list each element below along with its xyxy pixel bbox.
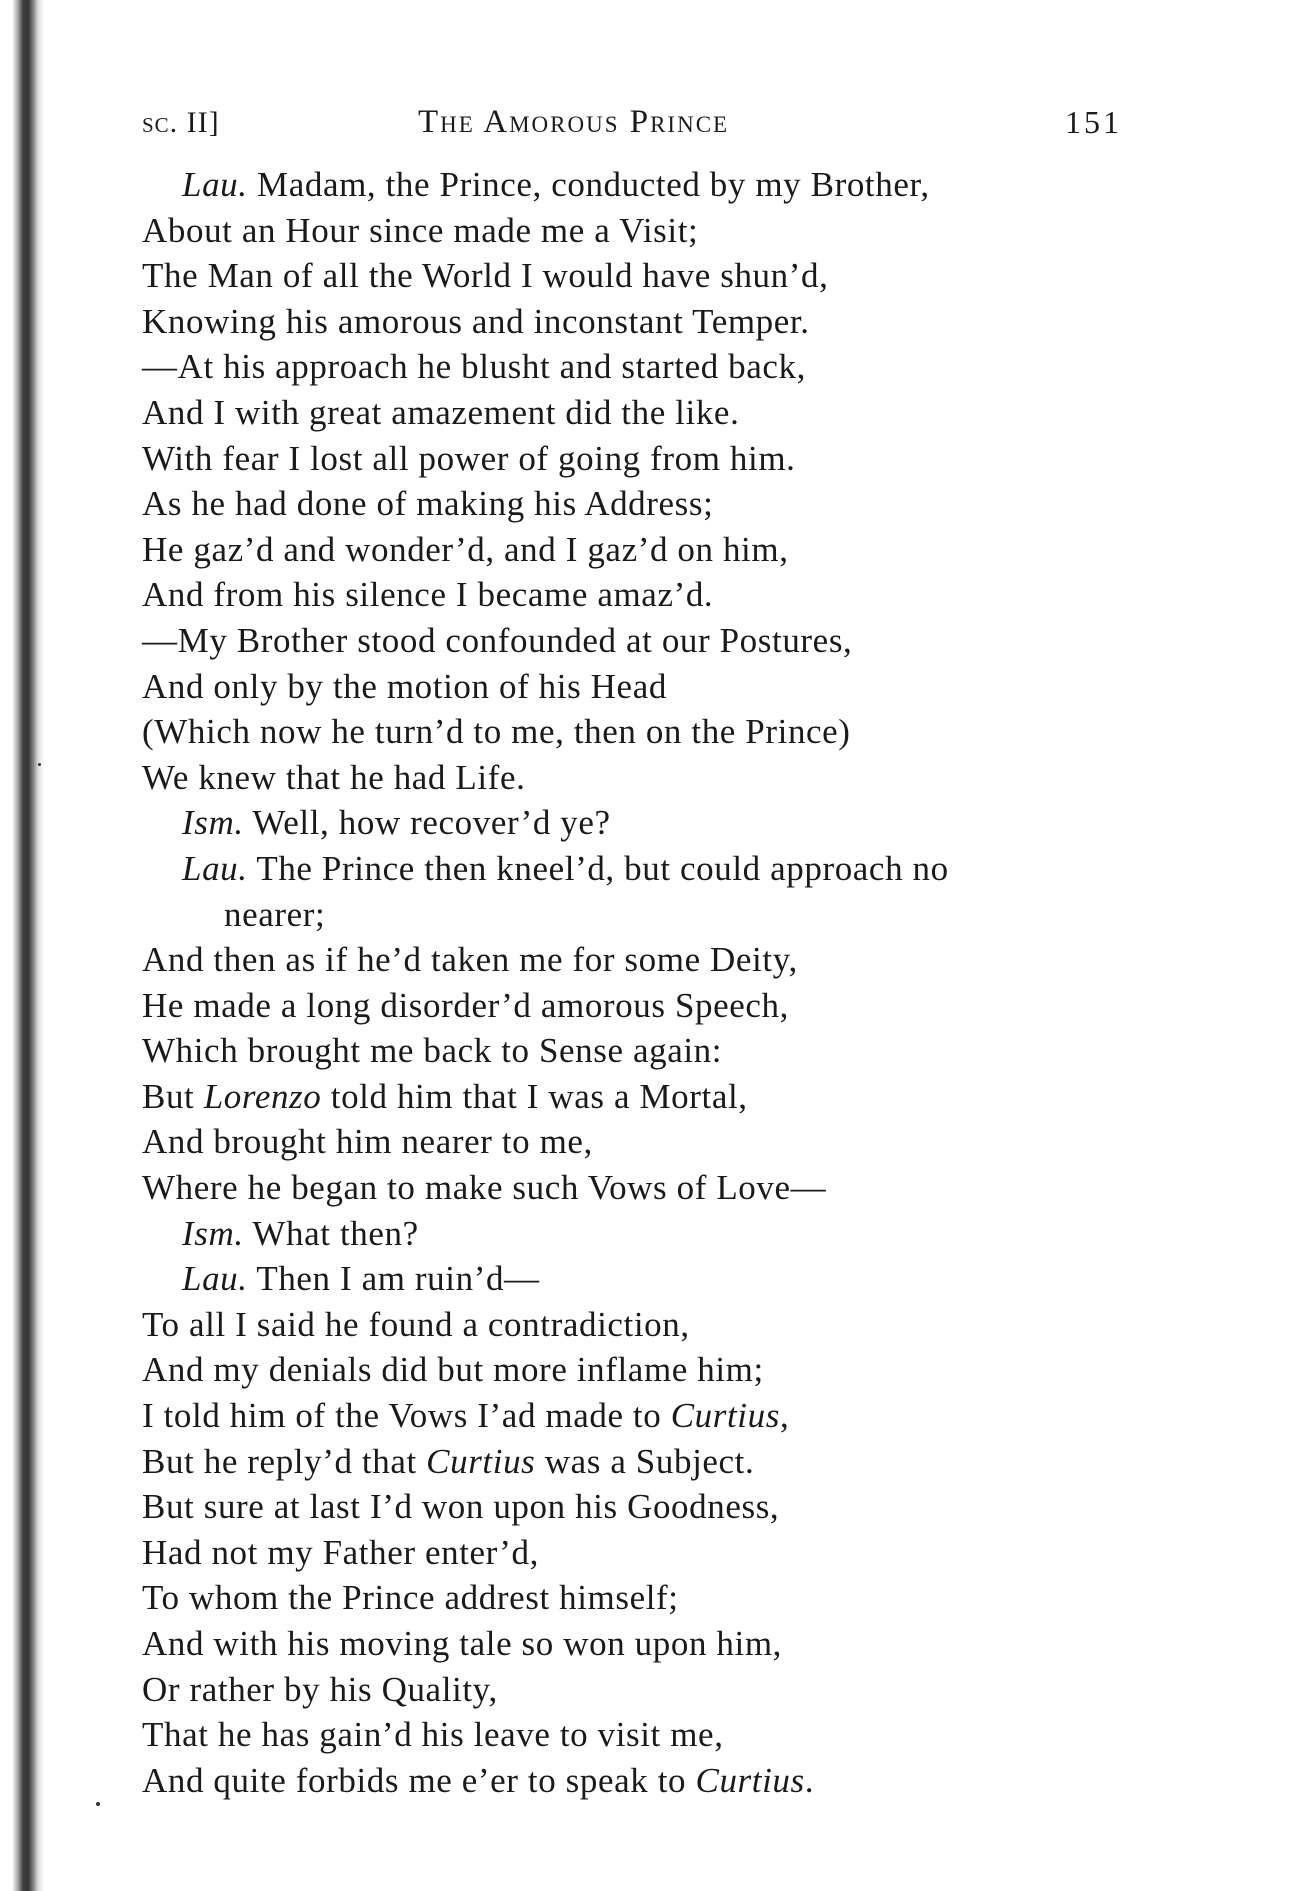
verse-line bbox=[142, 1530, 1142, 1576]
speaker-name: Lau. bbox=[182, 848, 248, 888]
line-text: And brought him nearer to me, bbox=[142, 1122, 593, 1162]
verse-line bbox=[142, 892, 1142, 938]
speech-line bbox=[142, 1256, 1142, 1302]
verse-line bbox=[142, 1484, 1142, 1530]
verse-line bbox=[142, 618, 1142, 664]
italic-name: Lorenzo bbox=[203, 1076, 322, 1116]
line-text: The Man of all the World I would have shun’d, bbox=[142, 256, 829, 296]
line-text: Then I am ruin’d— bbox=[256, 1259, 540, 1299]
verse-line bbox=[142, 299, 1142, 345]
verse-line bbox=[142, 937, 1142, 983]
italic-name: Curtius bbox=[695, 1760, 805, 1800]
line-text: Which brought me back to Sense again: bbox=[142, 1031, 723, 1071]
running-head bbox=[142, 104, 1122, 144]
line-text: Madam, the Prince, conducted by my Brother, bbox=[256, 165, 930, 204]
line-text: To all I said he found a contradiction, bbox=[142, 1304, 690, 1344]
verse-line bbox=[142, 1347, 1142, 1393]
line-text: But he reply’d that bbox=[142, 1441, 427, 1481]
verse-line bbox=[142, 1621, 1142, 1667]
speaker-name: Lau. bbox=[182, 165, 248, 204]
line-text: As he had done of making his Address; bbox=[142, 484, 714, 524]
verse-line bbox=[142, 1119, 1142, 1165]
italic-name: Curtius bbox=[426, 1441, 536, 1481]
verse-line bbox=[142, 1712, 1142, 1758]
verse-line bbox=[142, 253, 1142, 299]
line-text: That he has gain’d his leave to visit me, bbox=[142, 1715, 724, 1755]
verse-line bbox=[142, 1028, 1142, 1074]
verse-line bbox=[142, 481, 1142, 527]
speaker-name: Ism. bbox=[182, 1213, 244, 1253]
italic-name: Curtius bbox=[670, 1396, 780, 1436]
line-text: But sure at last I’d won upon his Goodness, bbox=[142, 1487, 780, 1527]
line-text: told him that I was a Mortal, bbox=[321, 1076, 748, 1116]
verse-line bbox=[142, 1302, 1142, 1348]
line-text: . bbox=[804, 1760, 815, 1800]
book-title: The Amorous Prince bbox=[418, 104, 730, 140]
line-text: , bbox=[779, 1396, 790, 1436]
line-text: I told him of the Vows I’ad made to bbox=[142, 1396, 671, 1436]
line-text: Knowing his amorous and inconstant Temper. bbox=[142, 301, 810, 341]
page-gutter-edge bbox=[0, 0, 44, 1891]
verse-line bbox=[142, 709, 1142, 755]
line-text: And then as if he’d taken me for some Deity, bbox=[142, 940, 798, 980]
line-text: And with his moving tale so won upon him, bbox=[142, 1624, 783, 1663]
verse-line bbox=[142, 1758, 1142, 1804]
line-text: nearer; bbox=[224, 894, 326, 934]
line-text: Well, how recover’d ye? bbox=[252, 803, 611, 843]
line-text: Or rather by his Quality, bbox=[142, 1669, 498, 1709]
line-text: was a Subject. bbox=[535, 1441, 755, 1481]
line-text: Had not my Father enter’d, bbox=[142, 1532, 539, 1572]
line-text: —At his approach he blusht and started back, bbox=[142, 347, 807, 387]
line-text: And quite forbids me e’er to speak to bbox=[142, 1760, 696, 1800]
line-text: What then? bbox=[252, 1213, 419, 1253]
scene-marker: sc. II] bbox=[142, 106, 220, 139]
line-text: The Prince then kneel’d, but could approach no bbox=[256, 848, 949, 888]
line-text: Where he began to make such Vows of Love— bbox=[142, 1168, 827, 1208]
verse-line bbox=[142, 1074, 1142, 1120]
verse-line bbox=[142, 1575, 1142, 1621]
line-text: We knew that he had Life. bbox=[142, 757, 526, 797]
speaker-name: Lau. bbox=[182, 1259, 248, 1299]
line-text: And from his silence I became amaz’d. bbox=[142, 575, 714, 615]
speech-line bbox=[142, 162, 1142, 208]
line-text: And I with great amazement did the like. bbox=[142, 392, 740, 432]
verse-text-block bbox=[142, 162, 1142, 1803]
line-text: But bbox=[142, 1076, 204, 1116]
line-text: (Which now he turn’d to me, then on the Prince) bbox=[142, 712, 851, 752]
line-text: To whom the Prince addrest himself; bbox=[142, 1578, 679, 1618]
verse-line bbox=[142, 1393, 1142, 1439]
verse-line bbox=[142, 1165, 1142, 1211]
print-speck bbox=[38, 763, 41, 766]
verse-line bbox=[142, 527, 1142, 573]
verse-line bbox=[142, 208, 1142, 254]
line-text: He gaz’d and wonder’d, and I gaz’d on him, bbox=[142, 529, 789, 569]
verse-line bbox=[142, 664, 1142, 710]
verse-line bbox=[142, 1667, 1142, 1713]
speech-line bbox=[142, 1211, 1142, 1257]
line-text: About an Hour since made me a Visit; bbox=[142, 210, 699, 250]
line-text: And only by the motion of his Head bbox=[142, 666, 667, 706]
page-number: 151 bbox=[1065, 104, 1122, 140]
speaker-name: Ism. bbox=[182, 803, 244, 843]
print-speck bbox=[96, 1802, 100, 1806]
verse-line bbox=[142, 755, 1142, 801]
verse-line bbox=[142, 344, 1142, 390]
verse-line bbox=[142, 1439, 1142, 1485]
line-text: With fear I lost all power of going from him. bbox=[142, 438, 796, 478]
speech-line bbox=[142, 846, 1142, 892]
verse-line bbox=[142, 436, 1142, 482]
line-text: And my denials did but more inflame him; bbox=[142, 1350, 764, 1390]
line-text: —My Brother stood confounded at our Postures, bbox=[142, 620, 853, 660]
line-text: He made a long disorder’d amorous Speech, bbox=[142, 985, 789, 1025]
verse-line bbox=[142, 572, 1142, 618]
verse-line bbox=[142, 983, 1142, 1029]
verse-line bbox=[142, 390, 1142, 436]
speech-line bbox=[142, 800, 1142, 846]
